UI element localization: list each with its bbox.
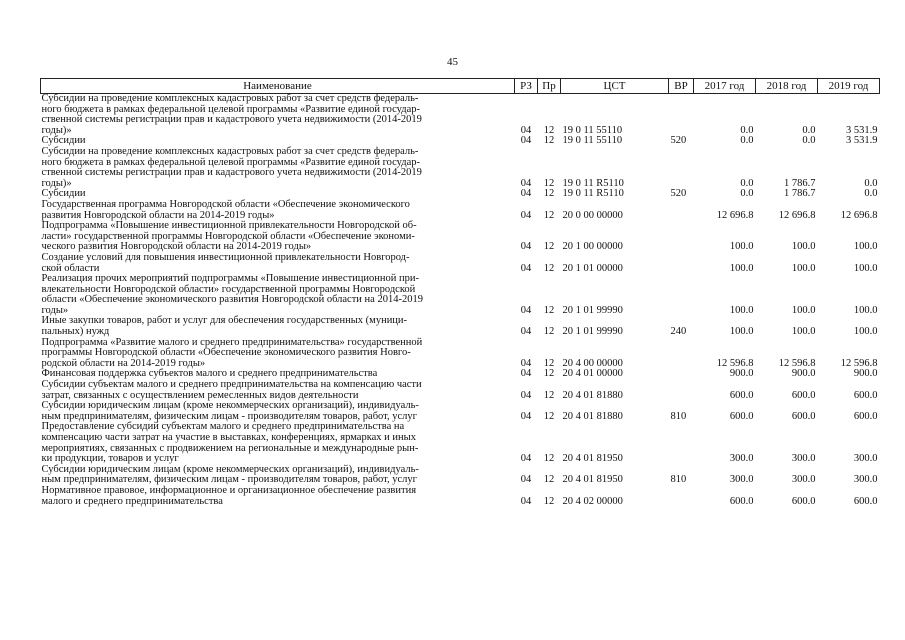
row-rz: 04 (520, 177, 532, 189)
row-name (41, 253, 515, 274)
row-rz: 04 (520, 495, 532, 507)
row-pr: 12 (543, 304, 555, 316)
row-name-line: ласти» государственной программы Новгородской области «Обеспечение экономи- (41, 230, 415, 242)
row-name (41, 422, 515, 464)
row-cst: 20 4 01 81950 (562, 453, 623, 465)
row-2017: 600.0 (729, 389, 754, 401)
row-rz: 04 (520, 262, 532, 274)
row-name-line: ческого развития Новгородской области на 2014-2019 годы» (41, 241, 312, 253)
row-vr (669, 94, 694, 137)
row-rz: 04 (520, 124, 532, 136)
row-name-line: мероприятиях, связанных с продвижением на региональные и международные рын- (41, 442, 419, 454)
row-name-line: затрат, связанных с осуществлением ремесленных видов деятельности (41, 389, 359, 401)
row-name-line: Субсидии субъектам малого и среднего предпринимательства на компенсацию части (41, 379, 422, 391)
row-name-line: Подпрограмма «Развитие малого и среднего предпринимательства» государственной (41, 336, 423, 348)
row-name-line: годы» (41, 304, 69, 316)
row-pr: 12 (543, 241, 555, 253)
row-cst: 20 1 01 99990 (562, 304, 623, 316)
row-2017: 0.0 (740, 188, 754, 200)
row-vr (669, 221, 694, 253)
row-name-line: компенсацию части затрат на участие в выставках, конференциях, ярмарках и иных (41, 432, 416, 443)
row-vr (669, 422, 694, 464)
row-rz: 04 (520, 209, 532, 221)
table-body (41, 94, 880, 508)
row-2017: 12 696.8 (716, 209, 754, 221)
row-2017: 100.0 (729, 304, 754, 316)
header-name: Наименование (41, 79, 515, 94)
row-pr: 12 (543, 474, 555, 486)
table-row (41, 274, 880, 316)
row-pr: 12 (543, 410, 555, 422)
row-name (41, 147, 515, 189)
row-2017: 300.0 (729, 453, 754, 465)
row-name-line: Субсидии (41, 135, 86, 147)
row-name-line: годы)» (41, 177, 72, 189)
row-cst: 20 4 01 00000 (562, 368, 623, 380)
row-2017: 600.0 (729, 410, 754, 422)
row-2017: 300.0 (729, 474, 754, 486)
row-2017: 100.0 (729, 326, 754, 338)
row-2018: 1 786.7 (784, 177, 816, 189)
row-pr: 12 (543, 209, 555, 221)
row-rz: 04 (520, 357, 532, 369)
row-name (41, 316, 515, 337)
row-cst: 19 0 11 55110 (562, 135, 623, 147)
row-pr: 12 (543, 495, 555, 507)
header-rz: РЗ (515, 79, 538, 94)
row-name (41, 94, 515, 137)
row-2019: 100.0 (853, 304, 878, 316)
row-vr: 810 (670, 474, 687, 486)
row-2017: 0.0 (740, 177, 754, 189)
table-row (41, 147, 880, 189)
row-vr (669, 338, 694, 370)
header-pr: Пр (538, 79, 561, 94)
row-name-line: влекательности Новгородской области» государственной программы Новгородской (41, 283, 416, 295)
row-cst: 19 0 11 R5110 (562, 188, 624, 200)
row-vr: 520 (670, 188, 687, 200)
row-cst: 20 4 02 00000 (562, 495, 623, 507)
row-2019: 100.0 (853, 241, 878, 253)
row-pr: 12 (543, 453, 555, 465)
table-row (41, 200, 880, 221)
row-name-line: Государственная программа Новгородской области «Обеспечение экономического (41, 198, 410, 210)
row-vr (669, 200, 694, 221)
row-rz: 04 (520, 326, 532, 338)
row-2018: 100.0 (791, 326, 816, 338)
table-row (41, 316, 880, 337)
row-vr (669, 274, 694, 316)
row-2019: 0.0 (864, 177, 878, 189)
row-2018: 300.0 (791, 474, 816, 486)
row-name-line: ным предпринимателям, физическим лицам - производителям товаров, работ, услуг (41, 474, 417, 486)
row-name-line: области «Обеспечение экономического развития Новгородской области на 2014-2019 (41, 294, 423, 306)
row-cst: 20 0 00 00000 (562, 209, 623, 221)
row-2018: 12 696.8 (778, 209, 816, 221)
row-name-line: Субсидии (41, 188, 86, 200)
row-rz: 04 (520, 304, 532, 316)
row-name-line: Создание условий для повышения инвестиционной привлекательности Новгород- (41, 251, 410, 263)
row-rz: 04 (520, 368, 532, 380)
row-pr: 12 (543, 135, 555, 147)
row-name-line: ственной системы регистрации прав и кадастрового учета недвижимости (2014-2019 (41, 114, 422, 126)
row-vr (669, 147, 694, 189)
row-name (41, 380, 515, 401)
row-cst: 20 4 01 81950 (562, 474, 623, 486)
row-rz: 04 (520, 389, 532, 401)
row-2017: 0.0 (740, 124, 754, 136)
row-name-line: ным предпринимателям, физическим лицам - производителям товаров, работ, услуг (41, 410, 417, 422)
row-cst: 19 0 11 55110 (562, 124, 623, 136)
row-name (41, 221, 515, 253)
row-rz: 04 (520, 453, 532, 465)
row-name-line: годы)» (41, 124, 72, 136)
row-rz: 04 (520, 135, 532, 147)
row-2019: 3 531.9 (846, 135, 878, 147)
row-vr: 520 (670, 135, 687, 147)
row-2019: 600.0 (853, 389, 878, 401)
row-cst: 20 1 01 99990 (562, 326, 623, 338)
row-2019: 600.0 (853, 410, 878, 422)
row-2018: 0.0 (802, 124, 816, 136)
row-2019: 12 696.8 (840, 209, 878, 221)
row-name-line: ного бюджета в рамках федеральной целевой программы «Развитие единой государ- (41, 156, 420, 168)
row-name-line: Субсидии на проведение комплексных кадастровых работ за счет средств федераль- (41, 145, 419, 157)
row-2018: 600.0 (791, 389, 816, 401)
table-row (41, 486, 880, 507)
row-name-line: Нормативное правовое, информационное и организационное обеспечение развития (41, 484, 417, 496)
table-header (41, 79, 880, 94)
row-rz: 04 (520, 188, 532, 200)
row-pr: 12 (543, 389, 555, 401)
page-number: 45 (447, 56, 458, 68)
row-2018: 300.0 (791, 453, 816, 465)
row-2017: 0.0 (740, 135, 754, 147)
row-rz: 04 (520, 241, 532, 253)
row-name-line: Предоставление субсидий субъектам малого и среднего предпринимательства на (41, 421, 405, 433)
row-2018: 1 786.7 (784, 188, 816, 200)
row-2019: 300.0 (853, 474, 878, 486)
row-vr (669, 380, 694, 401)
row-rz: 04 (520, 410, 532, 422)
row-2017: 100.0 (729, 241, 754, 253)
row-name (41, 401, 515, 422)
row-2018: 100.0 (791, 241, 816, 253)
row-rz: 04 (520, 474, 532, 486)
row-2018: 0.0 (802, 135, 816, 147)
row-2017: 900.0 (729, 368, 754, 380)
row-name (41, 274, 515, 316)
row-name-line: Реализация прочих мероприятий подпрограммы «Повышение инвестиционной при- (41, 273, 420, 285)
row-name (41, 465, 515, 486)
row-vr (669, 369, 694, 380)
row-2017: 600.0 (729, 495, 754, 507)
row-2019: 3 531.9 (846, 124, 878, 136)
budget-table (40, 78, 880, 507)
table-row (41, 380, 880, 401)
header-vr: ВР (669, 79, 694, 94)
table-row (41, 253, 880, 274)
row-2019: 12 596.8 (840, 357, 878, 369)
table-row (41, 338, 880, 370)
row-name-line: малого и среднего предпринимательства (41, 495, 223, 507)
row-2018: 900.0 (791, 368, 816, 380)
row-2019: 300.0 (853, 453, 878, 465)
row-2019: 600.0 (853, 495, 878, 507)
row-2019: 100.0 (853, 262, 878, 274)
row-vr: 810 (670, 410, 687, 422)
header-2018: 2018 год (756, 79, 818, 94)
table-row (41, 221, 880, 253)
row-name-line: пальных) нужд (41, 326, 110, 338)
row-2019: 900.0 (853, 368, 878, 380)
row-pr: 12 (543, 188, 555, 200)
header-2019: 2019 год (818, 79, 880, 94)
row-name-line: ской области (41, 262, 100, 274)
row-name-line: программы Новгородской области «Обеспечение экономического развития Новго- (41, 347, 411, 359)
row-pr: 12 (543, 177, 555, 189)
row-name-line: развития Новгородской области на 2014-2019 годы» (41, 209, 275, 221)
row-cst: 20 4 01 81880 (562, 410, 623, 422)
row-name-line: Субсидии юридическим лицам (кроме некоммерческих организаций), индивидуаль- (41, 463, 419, 475)
row-2017: 100.0 (729, 262, 754, 274)
row-vr: 240 (670, 326, 687, 338)
table-row (41, 422, 880, 464)
header-row (41, 79, 880, 94)
table-row (41, 94, 880, 137)
row-pr: 12 (543, 262, 555, 274)
row-2018: 100.0 (791, 262, 816, 274)
table-row (41, 401, 880, 422)
header-2017: 2017 год (694, 79, 756, 94)
row-name-line: Финансовая поддержка субъектов малого и среднего предпринимательства (41, 368, 378, 380)
row-pr: 12 (543, 326, 555, 338)
row-vr (669, 253, 694, 274)
row-2018: 600.0 (791, 410, 816, 422)
row-cst: 19 0 11 R5110 (562, 177, 624, 189)
row-2018: 12 596.8 (778, 357, 816, 369)
row-pr: 12 (543, 124, 555, 136)
row-name-line: ки продукции, товаров и услуг (41, 453, 179, 465)
row-name (41, 486, 515, 507)
row-cst: 20 4 00 00000 (562, 357, 623, 369)
row-cst: 20 1 01 00000 (562, 262, 623, 274)
table-row (41, 465, 880, 486)
row-2018: 600.0 (791, 495, 816, 507)
row-cst: 20 4 01 81880 (562, 389, 623, 401)
row-name-line: Субсидии юридическим лицам (кроме некоммерческих организаций), индивидуаль- (41, 400, 419, 412)
row-2019: 0.0 (864, 188, 878, 200)
row-name (41, 200, 515, 221)
row-vr (669, 486, 694, 507)
row-name-line: Иные закупки товаров, работ и услуг для обеспечения государственных (муници- (41, 315, 408, 327)
row-name-line: ственной системы регистрации прав и кадастрового учета недвижимости (2014-2019 (41, 167, 422, 179)
row-cst: 20 1 00 00000 (562, 241, 623, 253)
row-name-line: ного бюджета в рамках федеральной целевой программы «Развитие единой государ- (41, 103, 420, 115)
row-name-line: родской области на 2014-2019 годы» (41, 357, 206, 369)
header-cst: ЦСТ (561, 79, 669, 94)
row-name-line: Субсидии на проведение комплексных кадастровых работ за счет средств федераль- (41, 93, 419, 104)
row-2017: 12 596.8 (716, 357, 754, 369)
row-pr: 12 (543, 368, 555, 380)
row-name (41, 338, 515, 370)
row-name-line: Подпрограмма «Повышение инвестиционной привлекательности Новгородской об- (41, 220, 417, 232)
row-2018: 100.0 (791, 304, 816, 316)
row-pr: 12 (543, 357, 555, 369)
row-2019: 100.0 (853, 326, 878, 338)
